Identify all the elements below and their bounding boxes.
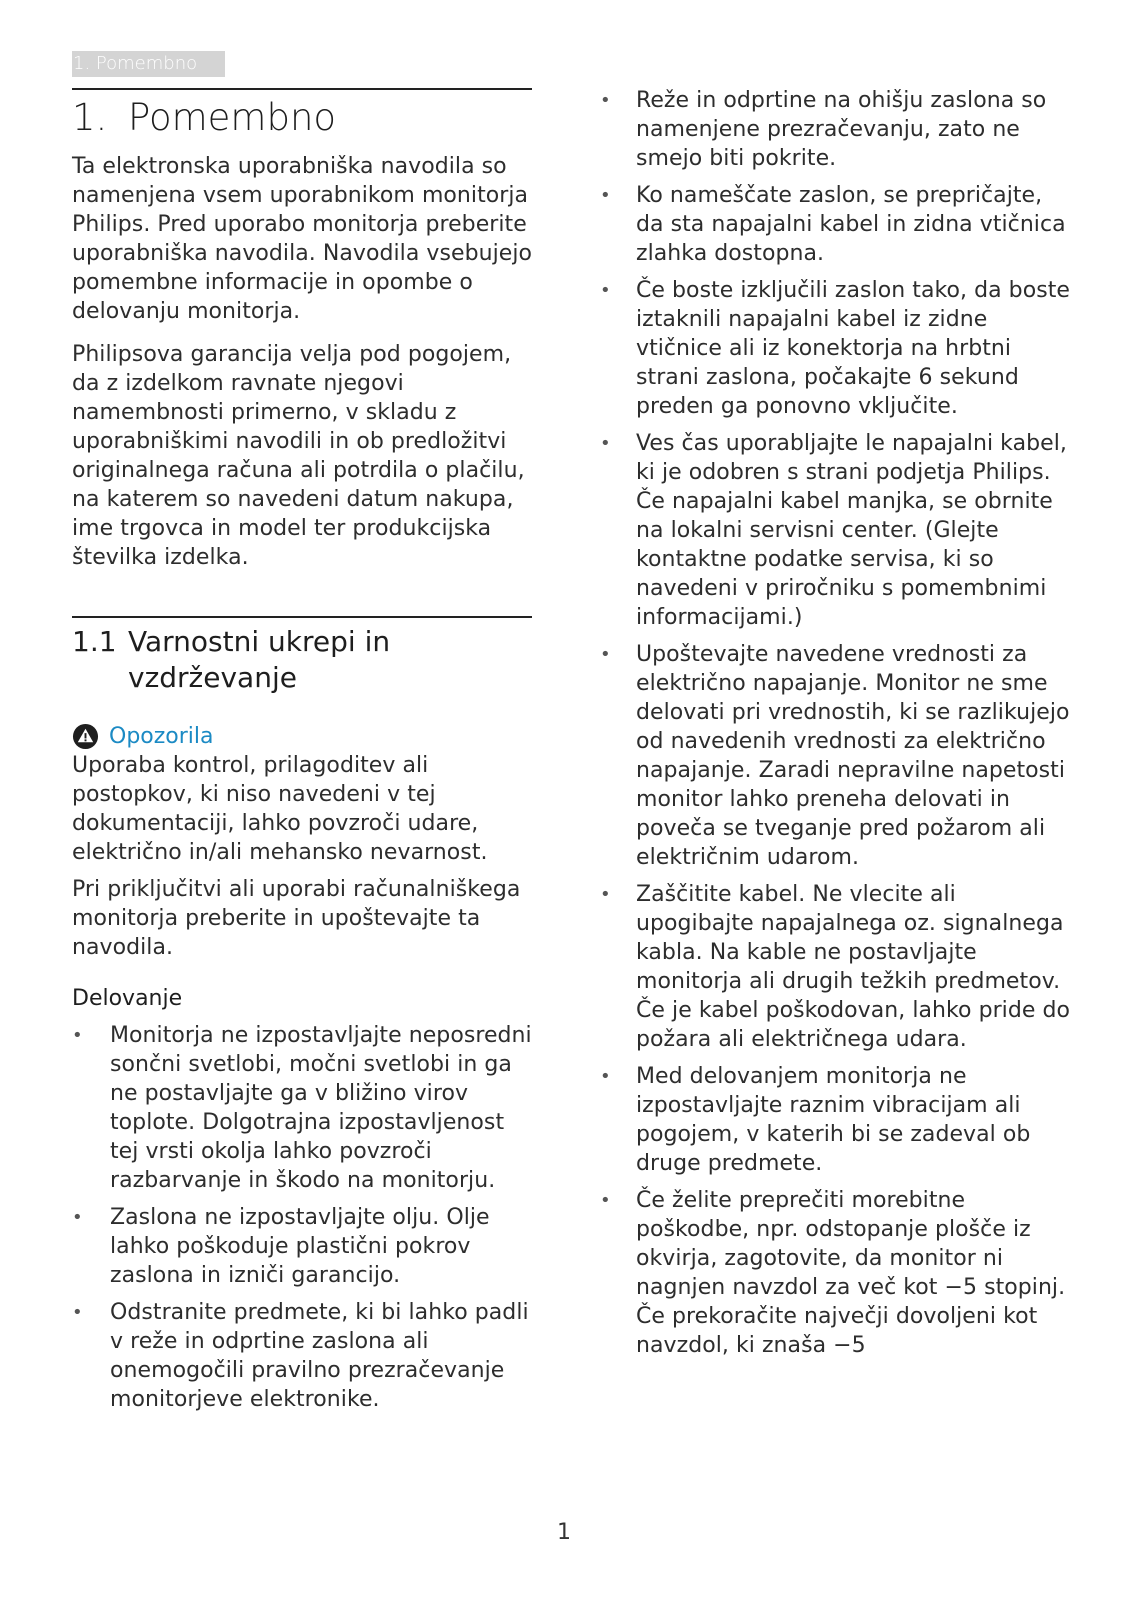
- warning-heading: [72, 722, 532, 751]
- bullet-glyph: •: [72, 1302, 83, 1323]
- list-item-text: Upoštevajte navedene vrednosti za električno napajanje. Monitor ne sme delovati pri vrednostih, ki se razlikujejo od navedenih vrednosti za električno napajanje. Zaradi nepravilne napetosti monitor lahko preneha delovati in poveča se tveganje pred požarom ali električnim udarom.: [636, 642, 1070, 870]
- intro-paragraph-1: Ta elektronska uporabniška navodila so namenjena vsem uporabnikom monitorja Philips. Pred uporabo monitorja preberite uporabniška navodila. Navodila vsebujejo pomembne informacije in opombe o delovanju monitorja.: [72, 154, 532, 324]
- list-item: [72, 1021, 532, 1195]
- list-item-text: Ves čas uporabljajte le napajalni kabel, ki je odobren s strani podjetja Philips. Če napajalni kabel manjka, se obrnite na lokalni servisni center. (Glejte kontaktne podatke servisa, ki so navedeni v priročniku s pomembnimi informacijami.): [636, 431, 1067, 630]
- section-heading: [72, 624, 532, 696]
- bullet-glyph: •: [600, 644, 611, 665]
- list-item-text: Med delovanjem monitorja ne izpostavljajte raznim vibracijam ali pogojem, v katerih bi se zadeval ob druge predmete.: [636, 1064, 1031, 1176]
- list-item-text: Ko nameščate zaslon, se prepričajte, da sta napajalni kabel in zidna vtičnica zlahka dostopna.: [636, 183, 1066, 266]
- section-tab-label: 1. Pomembno: [73, 53, 198, 74]
- warning-paragraph-2: Pri priključitvi ali uporabi računalniškega monitorja preberite in upoštevajte ta navodila.: [72, 877, 521, 960]
- bullet-glyph: •: [600, 280, 611, 301]
- operation-list: [72, 1021, 532, 1414]
- section-tab: [72, 51, 225, 77]
- warning-triangle-icon: [72, 723, 99, 750]
- list-item-text: Zaščitite kabel. Ne vlecite ali upogibajte napajalnega oz. signalnega kabla. Na kable ne postavljajte monitorja ali drugih težkih predmetov. Če je kabel poškodovan, lahko pride do požara ali električnega udara.: [636, 882, 1071, 1052]
- list-item: [600, 86, 1070, 173]
- bullet-glyph: •: [600, 433, 611, 454]
- section-rule: [72, 616, 532, 618]
- list-item: [600, 276, 1070, 421]
- list-item-text: Če želite preprečiti morebitne poškodbe, npr. odstopanje plošče iz okvirja, zagotovite, da monitor ni nagnjen navzdol za več kot −5 stopinj. Če prekoračite največji dovoljeni kot navzdol, ki znaša −5: [636, 1188, 1066, 1358]
- operation-heading: Delovanje: [72, 986, 183, 1011]
- list-item-text: Odstranite predmete, ki bi lahko padli v reže in odprtine zaslona ali onemogočili pravilno prezračevanje monitorjeve elektronike.: [110, 1300, 529, 1412]
- title-rule: [72, 88, 532, 90]
- list-item: [600, 640, 1070, 872]
- page-title: [72, 96, 532, 140]
- list-item: [600, 880, 1070, 1054]
- page-title-text: Pomembno: [128, 96, 337, 139]
- section-number: 1.1: [72, 625, 117, 658]
- intro-paragraph-2: Philipsova garancija velja pod pogojem, da z izdelkom ravnate njegovi namembnosti primerno, v skladu z uporabniškimi navodili in ob predložitvi originalnega računa ali potrdila o plačilu, na katerem so navedeni datum nakupa, ime trgovca in model ter produkcijska številka izdelka.: [72, 342, 525, 570]
- list-item: [600, 429, 1070, 632]
- list-item: [72, 1203, 532, 1290]
- warning-label: Opozorila: [109, 724, 214, 749]
- bullet-glyph: •: [72, 1025, 83, 1046]
- list-item: [72, 1298, 532, 1414]
- bullet-glyph: •: [600, 1066, 611, 1087]
- page-title-number: 1.: [72, 96, 108, 139]
- list-item: [600, 1186, 1070, 1360]
- right-column: [600, 86, 1070, 1368]
- list-item-text: Monitorja ne izpostavljajte neposredni sončni svetlobi, močni svetlobi in ga ne postavljajte ga v bližino virov toplote. Dolgotrajna izpostavljenost tej vrsti okolja lahko povzroči razbarvanje in škodo na monitorju.: [110, 1023, 532, 1193]
- list-item-text: Če boste izključili zaslon tako, da boste iztaknili napajalni kabel iz zidne vtičnice ali iz konektorja na hrbtni strani zaslona, počakajte 6 sekund preden ga ponovno vključite.: [636, 278, 1070, 419]
- bullet-glyph: •: [600, 1190, 611, 1211]
- bullet-glyph: •: [72, 1207, 83, 1228]
- section-title: Varnostni ukrepi in vzdrževanje: [128, 625, 391, 694]
- bullet-glyph: •: [600, 884, 611, 905]
- list-item: [600, 1062, 1070, 1178]
- bullet-glyph: •: [600, 185, 611, 206]
- warning-paragraph-1: Uporaba kontrol, prilagoditev ali postopkov, ki niso navedeni v tej dokumentaciji, lahko povzroči udare, električno in/ali mehansko nevarnost.: [72, 753, 488, 865]
- list-item: [600, 181, 1070, 268]
- bullet-glyph: •: [600, 90, 611, 111]
- safety-list: [600, 86, 1070, 1360]
- list-item-text: Reže in odprtine na ohišju zaslona so namenjene prezračevanju, zato ne smejo biti pokrite.: [636, 88, 1047, 171]
- list-item-text: Zaslona ne izpostavljajte olju. Olje lahko poškoduje plastični pokrov zaslona in izniči garancijo.: [110, 1205, 490, 1288]
- page-number: 1: [557, 1520, 571, 1545]
- left-column: [72, 88, 532, 1422]
